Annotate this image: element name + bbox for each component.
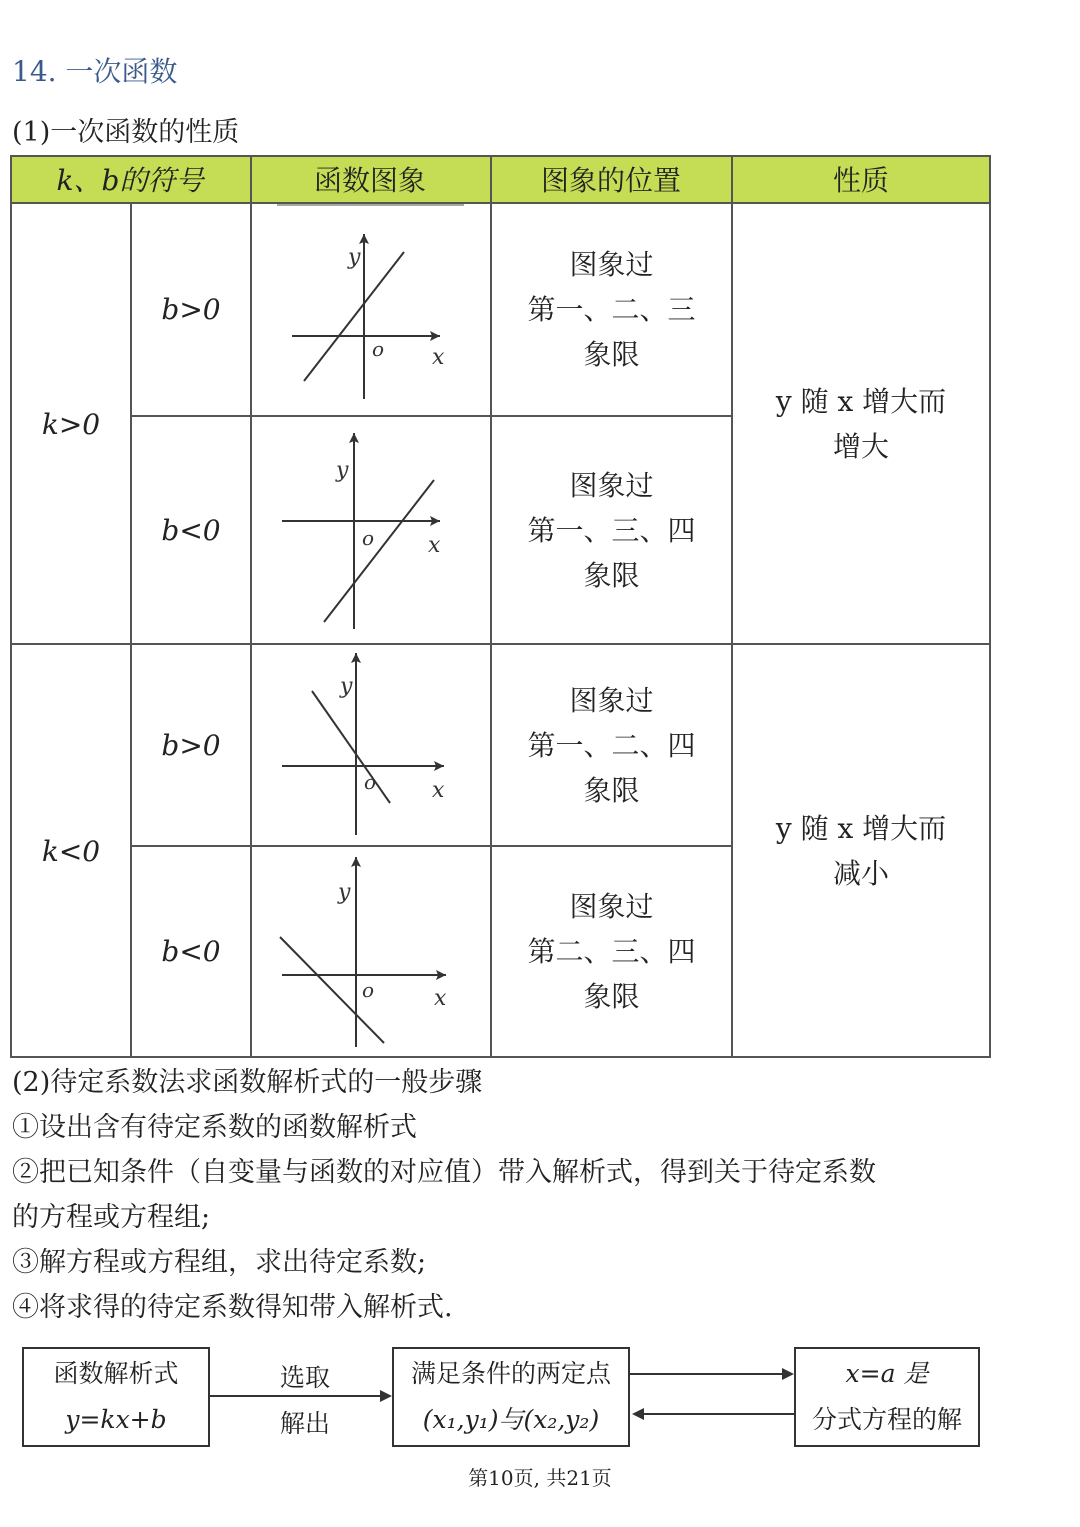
k-negative-cell: k<0 xyxy=(41,834,101,868)
y-axis-label: y xyxy=(340,674,353,699)
graph-k-pos-b-neg xyxy=(252,417,490,643)
header-graph: 函数图象 xyxy=(250,155,490,203)
position-cell: 图象过 第一、二、三 象限 xyxy=(527,248,696,371)
section-title: 14. 一次函数 xyxy=(12,55,178,88)
x-axis-label: x xyxy=(434,986,447,1011)
step-4: ④将求得的待定系数得知带入解析式. xyxy=(12,1292,453,1323)
position-cell: 图象过 第二、三、四 象限 xyxy=(527,890,696,1013)
table-border xyxy=(10,155,990,157)
flow-box-expression: 函数解析式 y=kx+b xyxy=(22,1347,210,1447)
header-signs: k、b的符号 xyxy=(10,155,250,203)
k-positive-cell: k>0 xyxy=(41,407,101,441)
header-position: 图象的位置 xyxy=(490,155,732,203)
flow-arrows-bidirectional xyxy=(630,1362,796,1432)
position-cell: 图象过 第一、二、四 象限 xyxy=(527,683,696,807)
b-cell: b>0 xyxy=(161,728,221,762)
x-axis-label: x xyxy=(432,778,445,803)
origin-label: o xyxy=(364,770,377,794)
flow-arrow-label: 选取 解出 xyxy=(279,1363,330,1438)
origin-label: o xyxy=(362,978,375,1002)
y-axis-label: y xyxy=(338,880,351,905)
x-axis-label: x xyxy=(428,533,441,558)
section2-title: (2)待定系数法求函数解析式的一般步骤 xyxy=(12,1067,483,1098)
position-cell: 图象过 第一、三、四 象限 xyxy=(527,468,696,592)
x-axis-label: x xyxy=(432,345,445,370)
step-3: ③解方程或方程组，求出待定系数; xyxy=(12,1247,427,1278)
step-2: ②把已知条件（自变量与函数的对应值）带入解析式，得到关于待定系数 xyxy=(12,1157,876,1188)
graph-k-neg-b-neg xyxy=(252,847,490,1056)
y-axis-label: y xyxy=(348,245,361,270)
graph-k-pos-b-pos xyxy=(252,204,490,415)
graph-k-neg-b-pos xyxy=(252,645,490,845)
property-cell-decreasing: y 随 x 增大而 减小 xyxy=(775,812,947,890)
y-axis-label: y xyxy=(336,458,349,483)
b-cell: b<0 xyxy=(161,513,221,547)
table-border xyxy=(989,155,991,1058)
origin-label: o xyxy=(372,337,385,361)
flow-box-solution: x=a 是 分式方程的解 xyxy=(794,1347,980,1447)
page-footer: 第10页, 共21页 xyxy=(468,1466,612,1490)
b-cell: b>0 xyxy=(161,293,221,326)
header-property: 性质 xyxy=(732,155,990,203)
subsection-title: (1)一次函数的性质 xyxy=(12,117,240,148)
flow-box-points: 满足条件的两定点 (x₁,y₁)与(x₂,y₂) xyxy=(392,1347,630,1447)
b-cell: b<0 xyxy=(161,935,221,968)
origin-label: o xyxy=(362,526,375,550)
step-1: ①设出含有待定系数的函数解析式 xyxy=(12,1112,417,1143)
flow-arrow-right xyxy=(210,1380,394,1410)
property-cell-increasing: y 随 x 增大而 增大 xyxy=(775,385,947,463)
step-2-cont: 的方程或方程组; xyxy=(12,1202,211,1233)
